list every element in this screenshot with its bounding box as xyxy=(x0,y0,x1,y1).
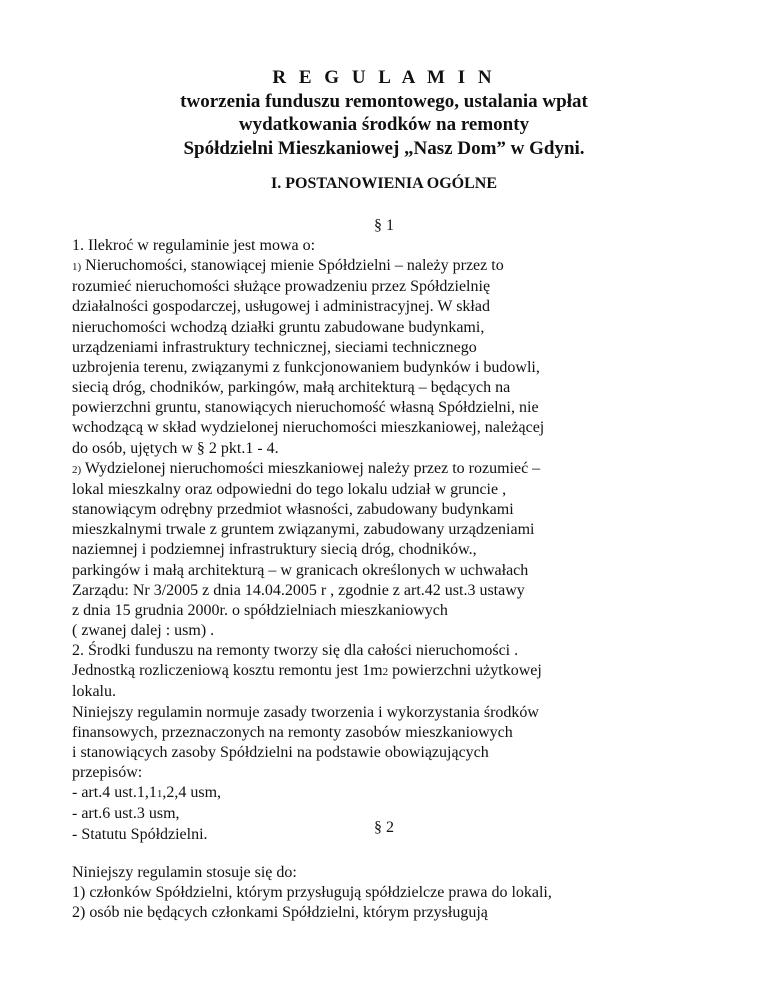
article-subscript: 1 xyxy=(156,788,163,801)
text-line: do osób, ujętych w § 2 pkt.1 - 4. xyxy=(72,439,279,457)
paragraph-1-body xyxy=(72,236,732,845)
paragraph-mark-1: § 1 xyxy=(374,217,394,234)
text-line: stanowiącym odrębny przedmiot własności, zabudowany budynkami xyxy=(72,501,514,519)
paragraph-mark-2: § 2 xyxy=(374,819,394,836)
paragraph-2-body xyxy=(72,863,732,923)
text-line: działalności gospodarczej, usługowej i administracyjnej. W skład xyxy=(72,298,490,316)
document-subtitle-line-2: wydatkowania środków na remonty xyxy=(238,114,530,135)
text-line xyxy=(72,459,732,480)
text-line: Niniejszy regulamin stosuje się do: xyxy=(72,864,297,881)
text-line: 1) członków Spółdzielni, którym przysługują spółdzielcze prawa do lokali, xyxy=(72,884,552,902)
text-line: Niniejszy regulamin normuje zasady tworzenia i wykorzystania środków xyxy=(72,703,539,721)
text-line: uzbrojenia terenu, związanymi z funkcjonowaniem budynków i budowli, xyxy=(72,358,540,376)
text-fragment: Nieruchomości, stanowiącej mienie Spółdzielni – należy przez to xyxy=(81,257,504,275)
text-line xyxy=(72,661,732,682)
text-fragment: Jednostką rozliczeniową kosztu remontu jest 1m xyxy=(72,662,383,680)
text-line: naziemnej i podziemnej infrastruktury siecią dróg, chodników., xyxy=(72,541,477,559)
text-line xyxy=(72,256,732,277)
document-title: R E G U L A M I N xyxy=(272,67,496,88)
text-fragment: - art.4 ust.1,1 xyxy=(72,784,157,802)
text-fragment: ,2,4 usm, xyxy=(162,784,222,802)
unit-subscript: 2 xyxy=(382,666,389,679)
text-line: mieszkalnymi trwale z gruntem związanymi, zabudowany urządzeniami xyxy=(72,521,535,539)
list-number: 2) xyxy=(72,463,82,476)
text-line: rozumieć nieruchomości służące prowadzeniu przez Spółdzielnię xyxy=(72,278,491,296)
text-line: powierzchni gruntu, stanowiących nieruchomość własną Spółdzielni, nie xyxy=(72,399,539,417)
text-line: urządzeniami infrastruktury technicznej, sieciami technicznego xyxy=(72,338,477,356)
text-line: ( zwanej dalej : usm) . xyxy=(72,621,215,639)
section-heading: I. POSTANOWIENIA OGÓLNE xyxy=(271,175,497,192)
text-line: parkingów i małą architekturą – w granicach określonych w uchwałach xyxy=(72,561,529,579)
text-line: i stanowiących zasoby Spółdzielni na podstawie obowiązujących xyxy=(72,743,489,761)
document-subtitle-line-3: Spółdzielni Mieszkaniowej „Nasz Dom” w Gdyni. xyxy=(183,138,585,159)
text-line: 2) osób nie będących członkami Spółdzielni, którym przysługują xyxy=(72,904,488,922)
text-line: finansowych, przeznaczonych na remonty zasobów mieszkaniowych xyxy=(72,723,513,741)
text-line: lokalu. xyxy=(72,683,116,701)
text-fragment: powierzchni użytkowej xyxy=(388,662,542,680)
text-line: 2. Środki funduszu na remonty tworzy się dla całości nieruchomości . xyxy=(72,642,519,660)
text-line: - Statutu Spółdzielni. xyxy=(72,825,208,843)
text-line xyxy=(72,783,732,804)
text-line: z dnia 15 grudnia 2000r. o spółdzielniach mieszkaniowych xyxy=(72,601,448,619)
text-line: - art.6 ust.3 usm, xyxy=(72,805,180,823)
list-number: 1) xyxy=(72,261,82,274)
text-line: wchodzącą w skład wydzielonej nieruchomości mieszkaniowej, należącej xyxy=(72,419,545,437)
text-line: Zarządu: Nr 3/2005 z dnia 14.04.2005 r , zgodnie z art.42 ust.3 ustawy xyxy=(72,581,525,599)
text-line: siecią dróg, chodników, parkingów, małą architekturą – będących na xyxy=(72,379,511,397)
text-fragment: Wydzielonej nieruchomości mieszkaniowej należy przez to rozumieć – xyxy=(81,459,541,477)
document-subtitle-line-1: tworzenia funduszu remontowego, ustalania wpłat xyxy=(180,91,588,112)
text-line: 1. Ilekroć w regulaminie jest mowa o: xyxy=(72,237,316,254)
text-line: nieruchomości wchodzą działki gruntu zabudowane budynkami, xyxy=(72,318,485,336)
text-line: lokal mieszkalny oraz odpowiedni do tego lokalu udział w gruncie , xyxy=(72,480,507,498)
text-line: przepisów: xyxy=(72,764,143,782)
